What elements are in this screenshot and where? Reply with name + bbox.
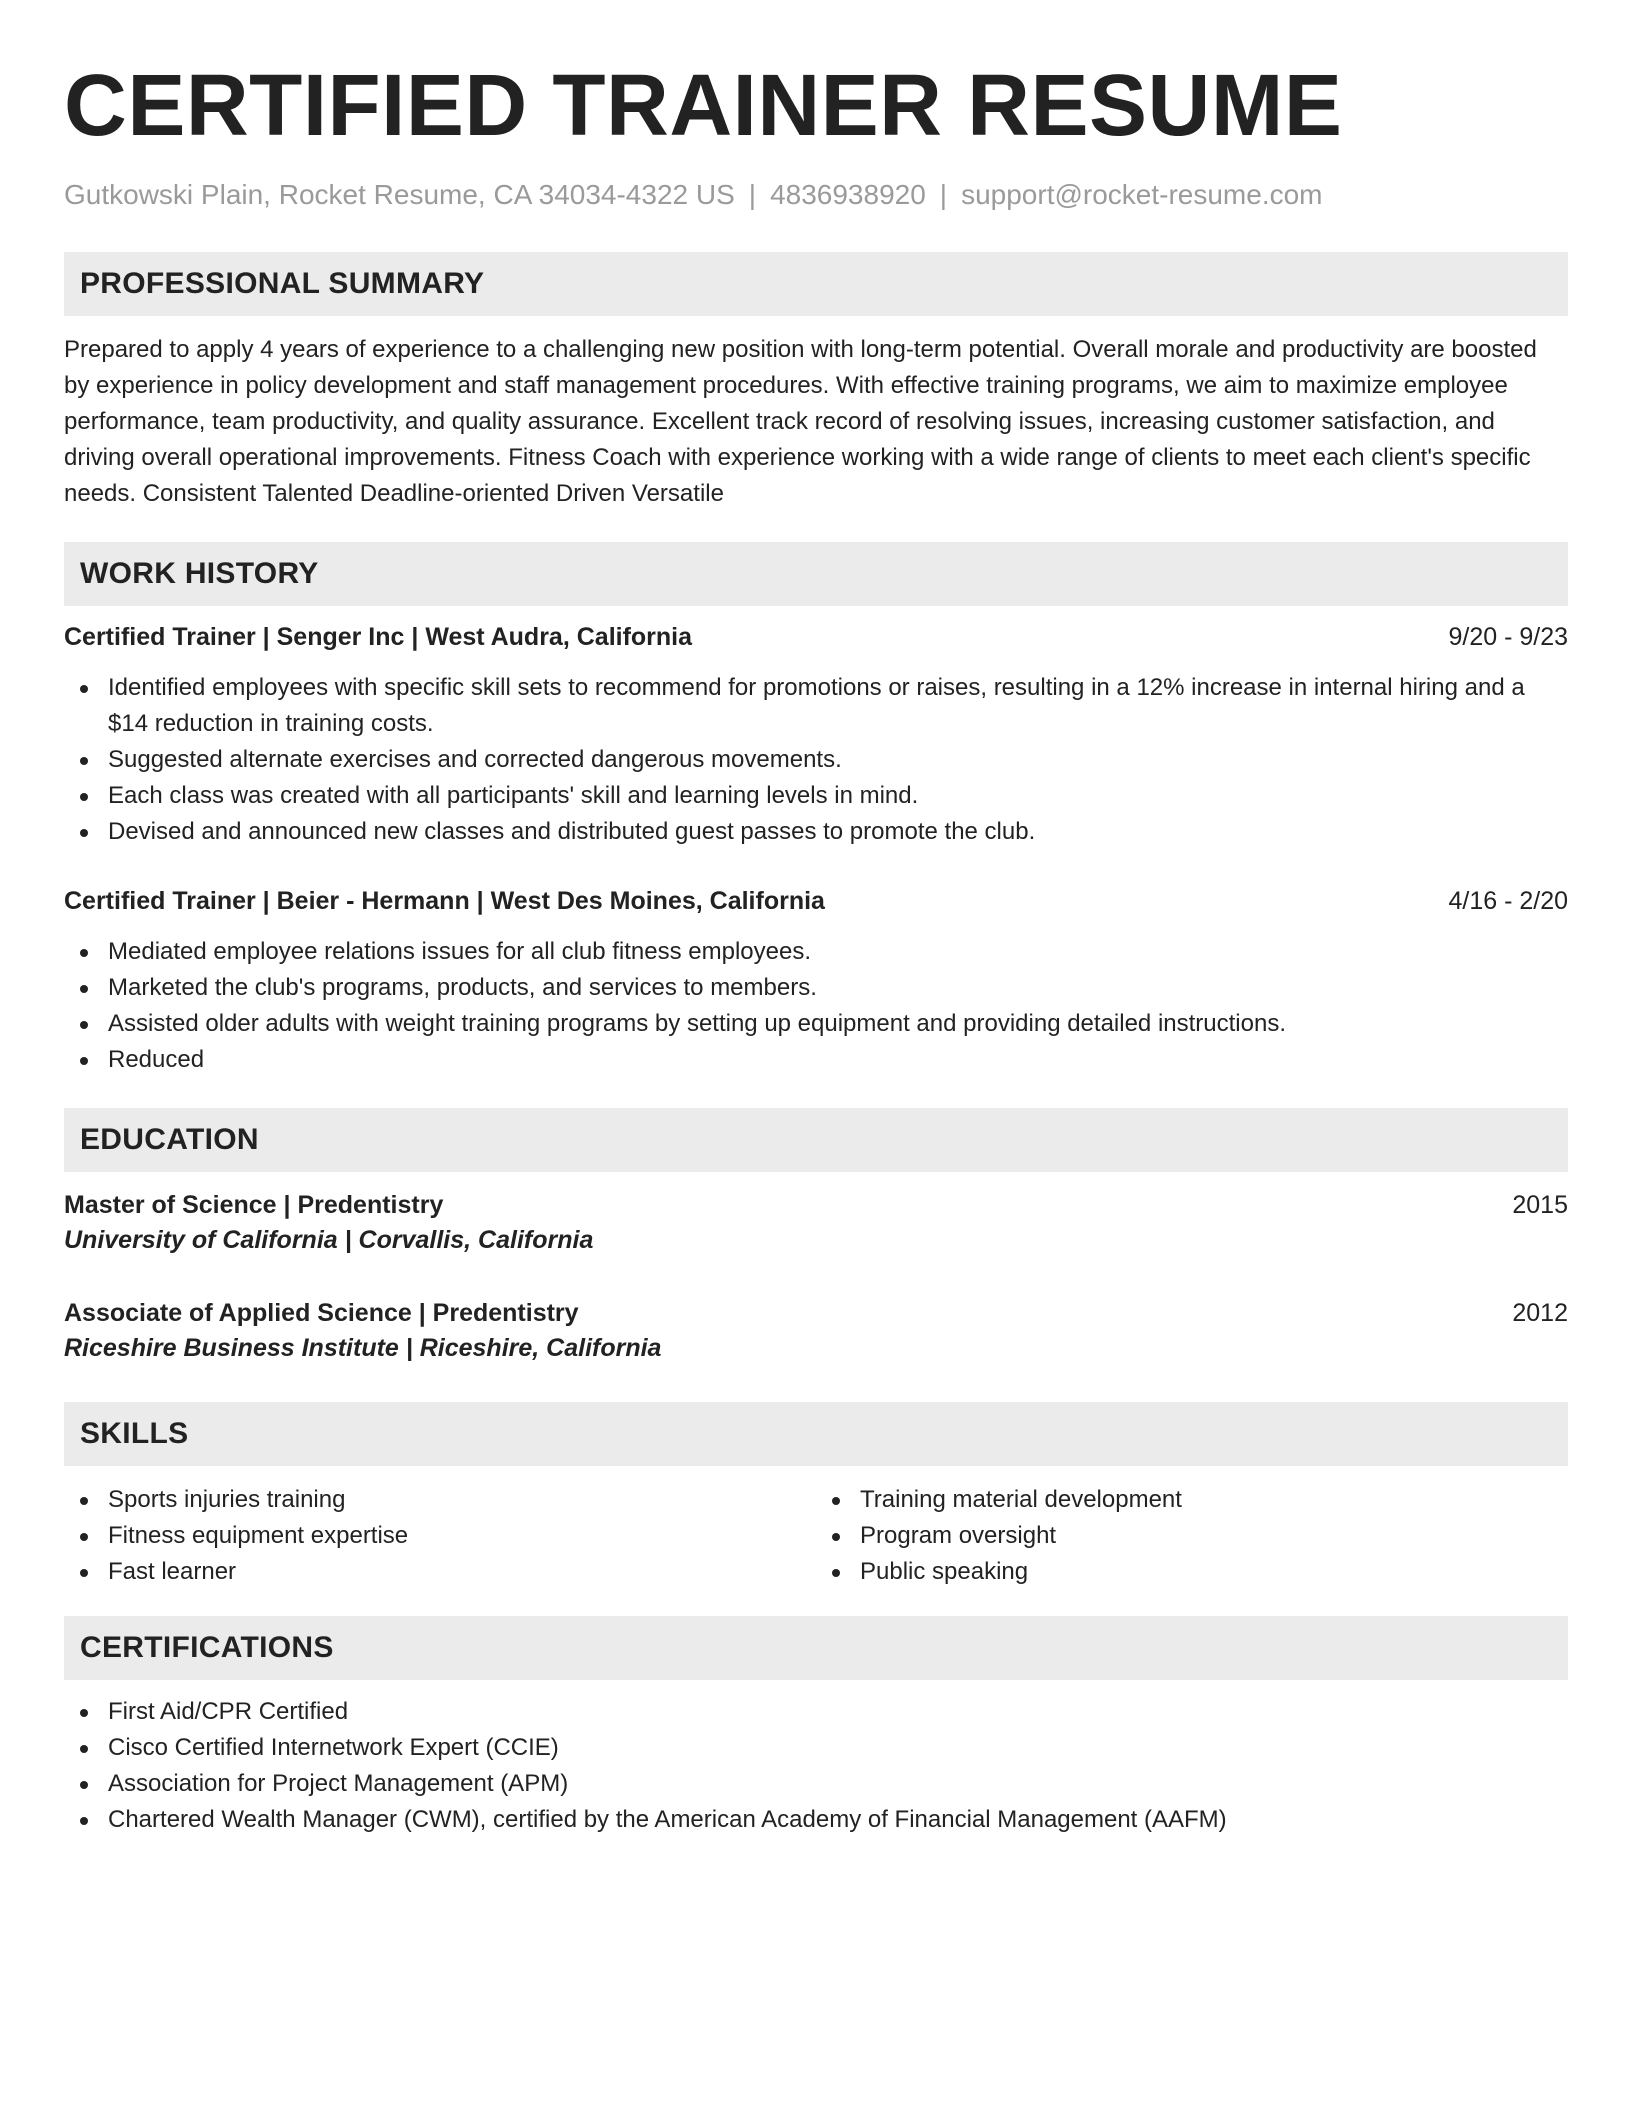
job-bullets	[64, 934, 1568, 1078]
list-item: Reduced	[64, 1042, 1568, 1078]
job-dates: 9/20 - 9/23	[1448, 623, 1568, 651]
job-heading-row	[64, 884, 1568, 918]
job-title: Certified Trainer | Senger Inc | West Audra, California	[64, 623, 693, 651]
skill-item: Fitness equipment expertise	[64, 1518, 816, 1554]
list-item: Mediated employee relations issues for all club fitness employees.	[64, 934, 1568, 970]
certifications-section-header: CERTIFICATIONS	[64, 1616, 1568, 1680]
job-entry	[64, 884, 1568, 1078]
work-section-header: WORK HISTORY	[64, 542, 1568, 606]
contact-email: support@rocket-resume.com	[961, 179, 1323, 210]
list-item: Assisted older adults with weight training programs by setting up equipment and providing detailed instructions.	[64, 1006, 1568, 1042]
education-heading-row	[64, 1188, 1568, 1222]
resume-title: CERTIFIED TRAINER RESUME	[64, 57, 1343, 154]
job-heading-row	[64, 620, 1568, 654]
summary-section-header: PROFESSIONAL SUMMARY	[64, 252, 1568, 316]
contact-line	[64, 178, 1568, 212]
skill-item: Program oversight	[816, 1518, 1568, 1554]
list-item: Marketed the club's programs, products, and services to members.	[64, 970, 1568, 1006]
education-entry	[64, 1188, 1568, 1258]
job-dates: 4/16 - 2/20	[1448, 887, 1568, 915]
certification-item: Chartered Wealth Manager (CWM), certified by the American Academy of Financial Management (AAFM)	[64, 1802, 1568, 1838]
job-bullets	[64, 670, 1568, 850]
contact-separator: |	[748, 179, 757, 210]
school: Riceshire Business Institute | Riceshire, California	[64, 1334, 662, 1362]
list-item: Devised and announced new classes and distributed guest passes to promote the club.	[64, 814, 1568, 850]
degree: Master of Science | Predentistry	[64, 1191, 444, 1219]
school: University of California | Corvallis, California	[64, 1226, 594, 1254]
skills-column-right	[816, 1482, 1568, 1590]
skill-item: Training material development	[816, 1482, 1568, 1518]
contact-separator: |	[939, 179, 948, 210]
job-title: Certified Trainer | Beier - Hermann | West Des Moines, California	[64, 887, 825, 915]
education-section-header: EDUCATION	[64, 1108, 1568, 1172]
skill-item: Sports injuries training	[64, 1482, 816, 1518]
contact-address: Gutkowski Plain, Rocket Resume, CA 34034-4322 US	[64, 179, 735, 210]
job-entry	[64, 620, 1568, 850]
list-item: Identified employees with specific skill sets to recommend for promotions or raises, resulting in a 12% increase in internal hiring and a $14 reduction in training costs.	[64, 670, 1568, 742]
contact-phone: 4836938920	[770, 179, 926, 210]
graduation-year: 2012	[1512, 1299, 1568, 1327]
skill-item: Fast learner	[64, 1554, 816, 1590]
skills-section-header: SKILLS	[64, 1402, 1568, 1466]
list-item: Each class was created with all participants' skill and learning levels in mind.	[64, 778, 1568, 814]
degree: Associate of Applied Science | Predentistry	[64, 1299, 579, 1327]
education-entry	[64, 1296, 1568, 1366]
certifications-list	[64, 1694, 1568, 1838]
certification-item: Cisco Certified Internetwork Expert (CCIE)	[64, 1730, 1568, 1766]
certification-item: Association for Project Management (APM)	[64, 1766, 1568, 1802]
skills-column-left	[64, 1482, 816, 1590]
skills-grid	[64, 1482, 1568, 1590]
graduation-year: 2015	[1512, 1191, 1568, 1219]
skill-item: Public speaking	[816, 1554, 1568, 1590]
list-item: Suggested alternate exercises and corrected dangerous movements.	[64, 742, 1568, 778]
summary-text: Prepared to apply 4 years of experience to a challenging new position with long-term potential. Overall morale and productivity are boosted by experience in policy development and staff management procedures. With effective training programs, we aim to maximize employee performance, team productivity, and quality assurance. Excellent track record of resolving issues, increasing customer satisfaction, and driving overall operational improvements. Fitness Coach with experience working with a wide range of clients to meet each client's specific needs. Consistent Talented Deadline-oriented Driven Versatile	[64, 336, 1537, 507]
education-heading-row	[64, 1296, 1568, 1330]
certification-item: First Aid/CPR Certified	[64, 1694, 1568, 1730]
